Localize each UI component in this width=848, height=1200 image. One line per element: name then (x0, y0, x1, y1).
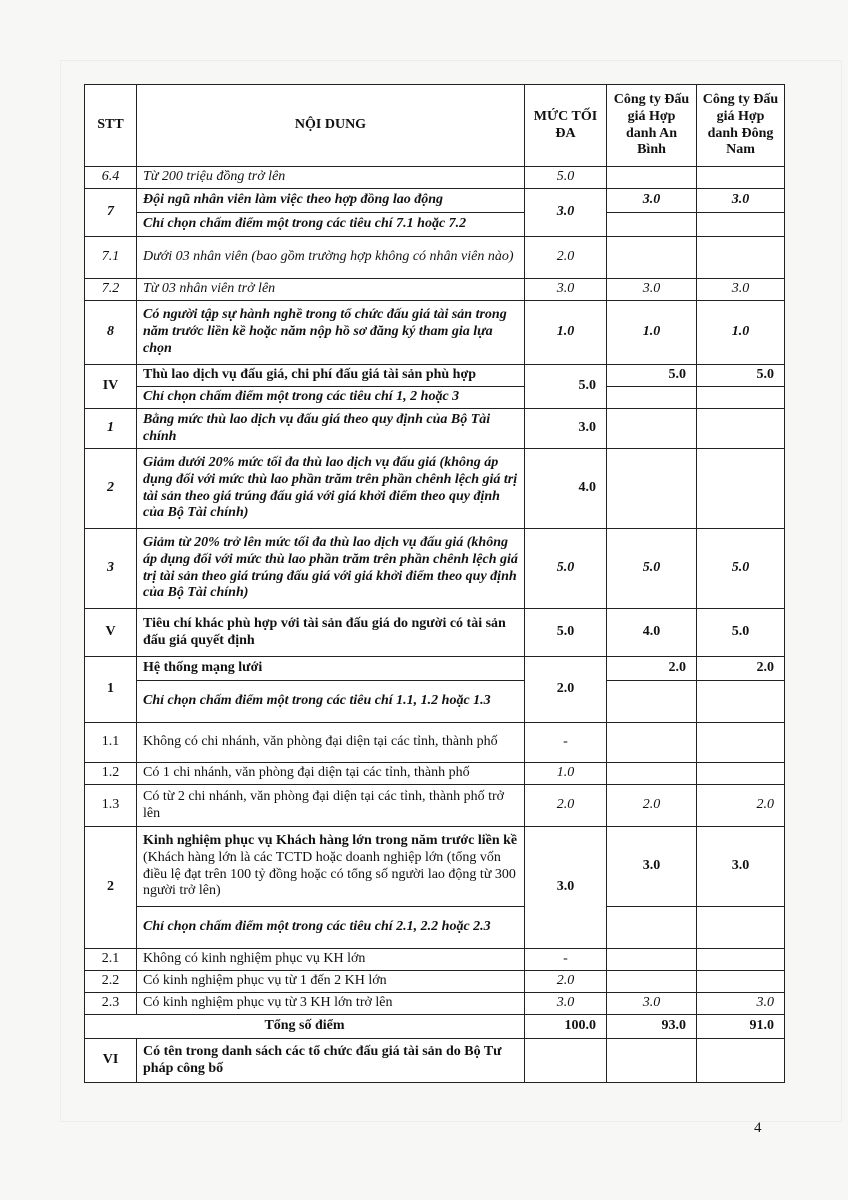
header-company-dong-nam: Công ty Đấu giá Hợp danh Đông Nam (697, 85, 785, 167)
header-stt: STT (85, 85, 137, 167)
row-stt: 1.1 (85, 723, 137, 763)
row-company2: 2.0 (697, 785, 785, 827)
row-company2: 3.0 (697, 827, 785, 907)
row-content: Tiêu chí khác phù hợp với tài sản đấu giá do người có tài sản đấu giá quyết định (137, 609, 525, 657)
row-content (137, 827, 525, 907)
row-company1 (607, 949, 697, 971)
row-max: 1.0 (525, 763, 607, 785)
row-content: Thù lao dịch vụ đấu giá, chi phí đấu giá tài sản phù hợp (137, 365, 525, 387)
row-company1 (607, 449, 697, 529)
row-max: 5.0 (525, 529, 607, 609)
row-company2 (697, 237, 785, 279)
row-content: Có kinh nghiệm phục vụ từ 3 KH lớn trở lên (137, 993, 525, 1015)
row-content: Có 1 chi nhánh, văn phòng đại diện tại các tỉnh, thành phố (137, 763, 525, 785)
row-company2: 5.0 (697, 529, 785, 609)
row-content-rest: (Khách hàng lớn là các TCTD hoặc doanh nghiệp lớn (tổng vốn điều lệ đạt trên 100 tỷ đồng hoặc có tổng số người lao động từ 300 người trở lên) (143, 849, 516, 899)
row-content: Đội ngũ nhân viên làm việc theo hợp đồng lao động (137, 189, 525, 213)
total-max: 100.0 (525, 1015, 607, 1039)
row-max: 5.0 (525, 609, 607, 657)
row-stt: 1.3 (85, 785, 137, 827)
table-row (85, 993, 785, 1015)
row-content: Bằng mức thù lao dịch vụ đấu giá theo quy định của Bộ Tài chính (137, 409, 525, 449)
row-company2: 3.0 (697, 993, 785, 1015)
row-company1 (607, 409, 697, 449)
table-row (85, 971, 785, 993)
row-company2 (697, 213, 785, 237)
row-note: Chỉ chọn chấm điểm một trong các tiêu chí 2.1, 2.2 hoặc 2.3 (137, 907, 525, 949)
row-company2 (697, 681, 785, 723)
total-label: Tổng số điểm (85, 1015, 525, 1039)
row-stt: 1 (85, 409, 137, 449)
row-stt: 1.2 (85, 763, 137, 785)
row-company2: 1.0 (697, 301, 785, 365)
row-content: Không có chi nhánh, văn phòng đại diện tại các tỉnh, thành phố (137, 723, 525, 763)
row-content: Từ 03 nhân viên trở lên (137, 279, 525, 301)
table-row (85, 237, 785, 279)
header-content: NỘI DUNG (137, 85, 525, 167)
row-company2: 2.0 (697, 657, 785, 681)
row-stt: 6.4 (85, 167, 137, 189)
row-max: 3.0 (525, 993, 607, 1015)
row-max: 2.0 (525, 237, 607, 279)
row-content: Không có kinh nghiệm phục vụ KH lớn (137, 949, 525, 971)
total-company2: 91.0 (697, 1015, 785, 1039)
row-stt: IV (85, 365, 137, 409)
table-row (85, 301, 785, 365)
row-company2: 5.0 (697, 609, 785, 657)
row-company1: 3.0 (607, 827, 697, 907)
row-company1 (607, 907, 697, 949)
table-row (85, 785, 785, 827)
row-company1: 3.0 (607, 189, 697, 213)
row-company2: 3.0 (697, 189, 785, 213)
row-company1 (607, 1039, 697, 1083)
table-row (85, 449, 785, 529)
table-row (85, 763, 785, 785)
row-company2 (697, 387, 785, 409)
row-company2 (697, 409, 785, 449)
row-company2: 3.0 (697, 279, 785, 301)
row-stt: 2 (85, 449, 137, 529)
row-max: 3.0 (525, 409, 607, 449)
row-content-bold: Kinh nghiệm phục vụ Khách hàng lớn trong năm trước liền kề (143, 832, 518, 848)
row-stt: 7 (85, 189, 137, 237)
row-company1 (607, 723, 697, 763)
table-row (85, 279, 785, 301)
row-stt: 1 (85, 657, 137, 723)
row-company1 (607, 763, 697, 785)
row-company1: 1.0 (607, 301, 697, 365)
row-company1 (607, 681, 697, 723)
table-row (85, 609, 785, 657)
row-note: Chỉ chọn chấm điểm một trong các tiêu chí 7.1 hoặc 7.2 (137, 213, 525, 237)
table-row (85, 681, 785, 723)
row-company1: 5.0 (607, 529, 697, 609)
table-row (85, 387, 785, 409)
row-company1: 4.0 (607, 609, 697, 657)
row-content: Có từ 2 chi nhánh, văn phòng đại diện tại các tỉnh, thành phố trở lên (137, 785, 525, 827)
row-max: 5.0 (525, 167, 607, 189)
row-max: 3.0 (525, 279, 607, 301)
row-company2 (697, 723, 785, 763)
row-company2 (697, 907, 785, 949)
row-stt: 2.1 (85, 949, 137, 971)
row-stt: 3 (85, 529, 137, 609)
row-company2 (697, 949, 785, 971)
row-content: Dưới 03 nhân viên (bao gồm trường hợp không có nhân viên nào) (137, 237, 525, 279)
row-content: Có tên trong danh sách các tổ chức đấu giá tài sản do Bộ Tư pháp công bố (137, 1039, 525, 1083)
table-row (85, 657, 785, 681)
table-row (85, 167, 785, 189)
row-max: - (525, 949, 607, 971)
table-row (85, 529, 785, 609)
table-row (85, 723, 785, 763)
row-company1: 3.0 (607, 279, 697, 301)
row-content: Có kinh nghiệm phục vụ từ 1 đến 2 KH lớn (137, 971, 525, 993)
row-max: - (525, 723, 607, 763)
row-max: 3.0 (525, 827, 607, 949)
row-company1 (607, 167, 697, 189)
header-company-an-binh: Công ty Đấu giá Hợp danh An Bình (607, 85, 697, 167)
row-content: Hệ thống mạng lưới (137, 657, 525, 681)
table-row (85, 1039, 785, 1083)
table-row (85, 189, 785, 213)
row-max: 2.0 (525, 971, 607, 993)
row-company2: 5.0 (697, 365, 785, 387)
row-max: 3.0 (525, 189, 607, 237)
row-company1: 5.0 (607, 365, 697, 387)
row-company1 (607, 387, 697, 409)
row-max: 2.0 (525, 785, 607, 827)
row-company1 (607, 971, 697, 993)
row-company1: 2.0 (607, 657, 697, 681)
row-content: Giảm dưới 20% mức tối đa thù lao dịch vụ đấu giá (không áp dụng đối với mức thù lao phần trăm trên phần chênh lệch giá trị tài sản theo giá trúng đấu giá với giá khởi điểm theo quy định của Bộ Tài chính) (137, 449, 525, 529)
row-company2 (697, 449, 785, 529)
row-max: 2.0 (525, 657, 607, 723)
row-company2 (697, 971, 785, 993)
header-row (85, 85, 785, 167)
row-company1 (607, 213, 697, 237)
table-row (85, 827, 785, 907)
row-stt: 2 (85, 827, 137, 949)
row-content: Có người tập sự hành nghề trong tổ chức đấu giá tài sản trong năm trước liền kề hoặc năm nộp hồ sơ đăng ký tham gia lựa chọn (137, 301, 525, 365)
row-max: 5.0 (525, 365, 607, 409)
table-row (85, 949, 785, 971)
table-row (85, 907, 785, 949)
row-stt: 7.2 (85, 279, 137, 301)
page-number: 4 (754, 1120, 762, 1136)
row-company1: 2.0 (607, 785, 697, 827)
row-stt: 2.2 (85, 971, 137, 993)
row-max: 4.0 (525, 449, 607, 529)
row-stt: 8 (85, 301, 137, 365)
row-stt: VI (85, 1039, 137, 1083)
row-company2 (697, 763, 785, 785)
total-row (85, 1015, 785, 1039)
scoring-table (84, 84, 785, 1083)
row-company1 (607, 237, 697, 279)
row-content: Giảm từ 20% trở lên mức tối đa thù lao dịch vụ đấu giá (không áp dụng đối với mức thù lao phần trăm trên phần chênh lệch giá trị tài sản theo giá trúng đấu giá với giá khởi điểm theo quy định của Bộ Tài chính) (137, 529, 525, 609)
row-note: Chỉ chọn chấm điểm một trong các tiêu chí 1, 2 hoặc 3 (137, 387, 525, 409)
table-row (85, 365, 785, 387)
row-stt: V (85, 609, 137, 657)
row-max (525, 1039, 607, 1083)
row-company2 (697, 167, 785, 189)
total-company1: 93.0 (607, 1015, 697, 1039)
header-max: MỨC TỐI ĐA (525, 85, 607, 167)
table-row (85, 409, 785, 449)
row-stt: 2.3 (85, 993, 137, 1015)
row-content: Từ 200 triệu đồng trở lên (137, 167, 525, 189)
table-row (85, 213, 785, 237)
row-company1: 3.0 (607, 993, 697, 1015)
row-stt: 7.1 (85, 237, 137, 279)
row-company2 (697, 1039, 785, 1083)
row-max: 1.0 (525, 301, 607, 365)
row-note: Chỉ chọn chấm điểm một trong các tiêu chí 1.1, 1.2 hoặc 1.3 (137, 681, 525, 723)
